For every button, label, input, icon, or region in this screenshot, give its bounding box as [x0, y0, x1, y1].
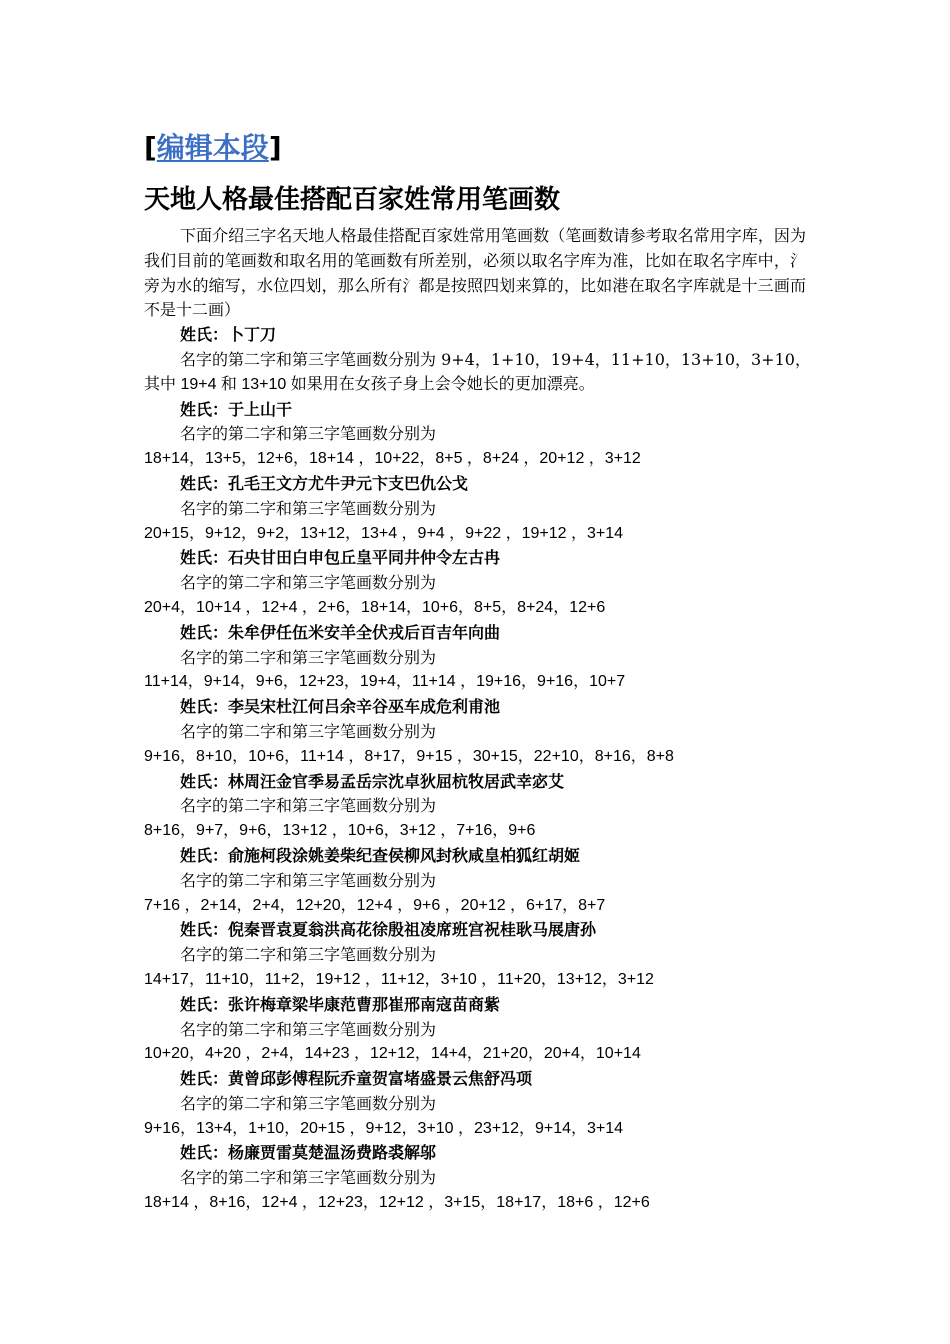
surname-heading: 姓氏：李吴宋杜江何吕余辛谷巫车成危利甫池 [180, 697, 501, 717]
stroke-count-values: 9+16，8+10，10+6，11+14 ，8+17，9+15 ，30+15，22+10，8+16，8+8 [144, 747, 674, 765]
stroke-count-label: 名字的第二字和第三字笔画数分别为 [180, 870, 437, 890]
stroke-count-values: 8+16，9+7，9+6，13+12 ，10+6，3+12 ，7+16，9+6 [144, 822, 536, 840]
surname-groups [144, 323, 811, 1216]
surname-heading: 姓氏：倪秦晋袁夏翁洪高花徐殷祖凌席班宫祝桂耿马展唐孙 [180, 920, 597, 940]
stroke-count-values: 14+17，11+10，11+2，19+12 ，11+12，3+10 ，11+20，13+12，3+12 [144, 970, 654, 988]
edit-section-link[interactable] [144, 128, 282, 168]
surname-heading: 姓氏：杨廉贾雷莫楚温汤费路裘解邬 [180, 1143, 437, 1163]
article-body [144, 224, 811, 1216]
stroke-count-label: 名字的第二字和第三字笔画数分别为 [180, 424, 437, 444]
surname-heading: 姓氏：石央甘田白申包丘皇平同井仲令左古冉 [180, 548, 501, 568]
stroke-count-values: 18+14，13+5，12+6，18+14 ，10+22，8+5 ，8+24 ，20+12 ，3+12 [144, 450, 641, 468]
surname-heading: 姓氏：林周汪金官季易孟岳宗沈卓狄屈杭牧居武幸宓艾 [180, 771, 565, 791]
stroke-count-label: 名字的第二字和第三字笔画数分别为 [180, 796, 437, 816]
stroke-count-values: 20+4，10+14 ，12+4 ，2+6，18+14，10+6，8+5，8+24，12+6 [144, 598, 606, 616]
stroke-count-values: 20+15，9+12，9+2，13+12，13+4 ，9+4 ，9+22 ，19+12 ，3+14 [144, 524, 624, 542]
stroke-count-values: 10+20，4+20 ，2+4，14+23 ，12+12，14+4，21+20，20+4，10+14 [144, 1045, 641, 1063]
stroke-count-label: 名字的第二字和第三字笔画数分别为 [180, 721, 437, 741]
surname-heading: 姓氏：俞施柯段涂姚姜柴纪查侯柳风封秋咸皇柏狐红胡姬 [180, 845, 581, 865]
surname-heading: 姓氏：张许梅章梁毕康范曹那崔邢南寇苗商紫 [180, 994, 501, 1014]
surname-heading: 姓氏：于上山干 [180, 399, 293, 419]
surname-heading: 姓氏：卜丁刀 [180, 325, 277, 345]
stroke-count-label: 名字的第二字和第三字笔画数分别为 9+4，1+10，19+4，11+10，13+10，3+10， [180, 349, 811, 369]
stroke-count-values: 18+14 ，8+16，12+4 ，12+23，12+12 ，3+15，18+17，18+6 ，12+6 [144, 1194, 650, 1212]
stroke-count-values: 7+16 ，2+14，2+4，12+20，12+4 ，9+6 ，20+12 ，6+17，8+7 [144, 896, 606, 914]
stroke-count-values: 其中 19+4 和 13+10 如果用在女孩子身上会令她长的更加漂亮。 [144, 375, 595, 393]
bracket-open: [ [144, 131, 157, 164]
stroke-count-label: 名字的第二字和第三字笔画数分别为 [180, 1093, 437, 1113]
stroke-count-label: 名字的第二字和第三字笔画数分别为 [180, 573, 437, 593]
stroke-count-values: 9+16，13+4，1+10，20+15 ，9+12，3+10 ，23+12，9+14，3+14 [144, 1119, 624, 1137]
stroke-count-values: 11+14，9+14，9+6，12+23，19+4，11+14 ，19+16，9+16，10+7 [144, 673, 626, 691]
page-title: 天地人格最佳搭配百家姓常用笔画数 [144, 185, 561, 215]
surname-heading: 姓氏：黄曾邱彭傅程阮乔童贺富堵盛景云焦舒冯项 [180, 1069, 533, 1089]
stroke-count-label: 名字的第二字和第三字笔画数分别为 [180, 498, 437, 518]
surname-heading: 姓氏：朱牟伊任伍米安羊全伏戎后百吉年向曲 [180, 622, 501, 642]
intro-paragraph: 下面介绍三字名天地人格最佳搭配百家姓常用笔画数（笔画数请参考取名常用字库，因为我们目前的笔画数和取名用的笔画数有所差别，必须以取名字库为准，比如在取名字库中，氵旁为水的缩写，水位四划，那么所有氵都是按照四划来算的，比如港在取名字库就是十三画而不是十二画） [144, 226, 806, 320]
bracket-close: ] [268, 131, 282, 164]
edit-section-label[interactable]: 编辑本段 [156, 131, 269, 164]
stroke-count-label: 名字的第二字和第三字笔画数分别为 [180, 945, 437, 965]
stroke-count-label: 名字的第二字和第三字笔画数分别为 [180, 1168, 437, 1188]
stroke-count-label: 名字的第二字和第三字笔画数分别为 [180, 647, 437, 667]
surname-heading: 姓氏：孔毛王文方尤牛尹元卞支巴仇公戈 [180, 473, 469, 493]
stroke-count-label: 名字的第二字和第三字笔画数分别为 [180, 1019, 437, 1039]
